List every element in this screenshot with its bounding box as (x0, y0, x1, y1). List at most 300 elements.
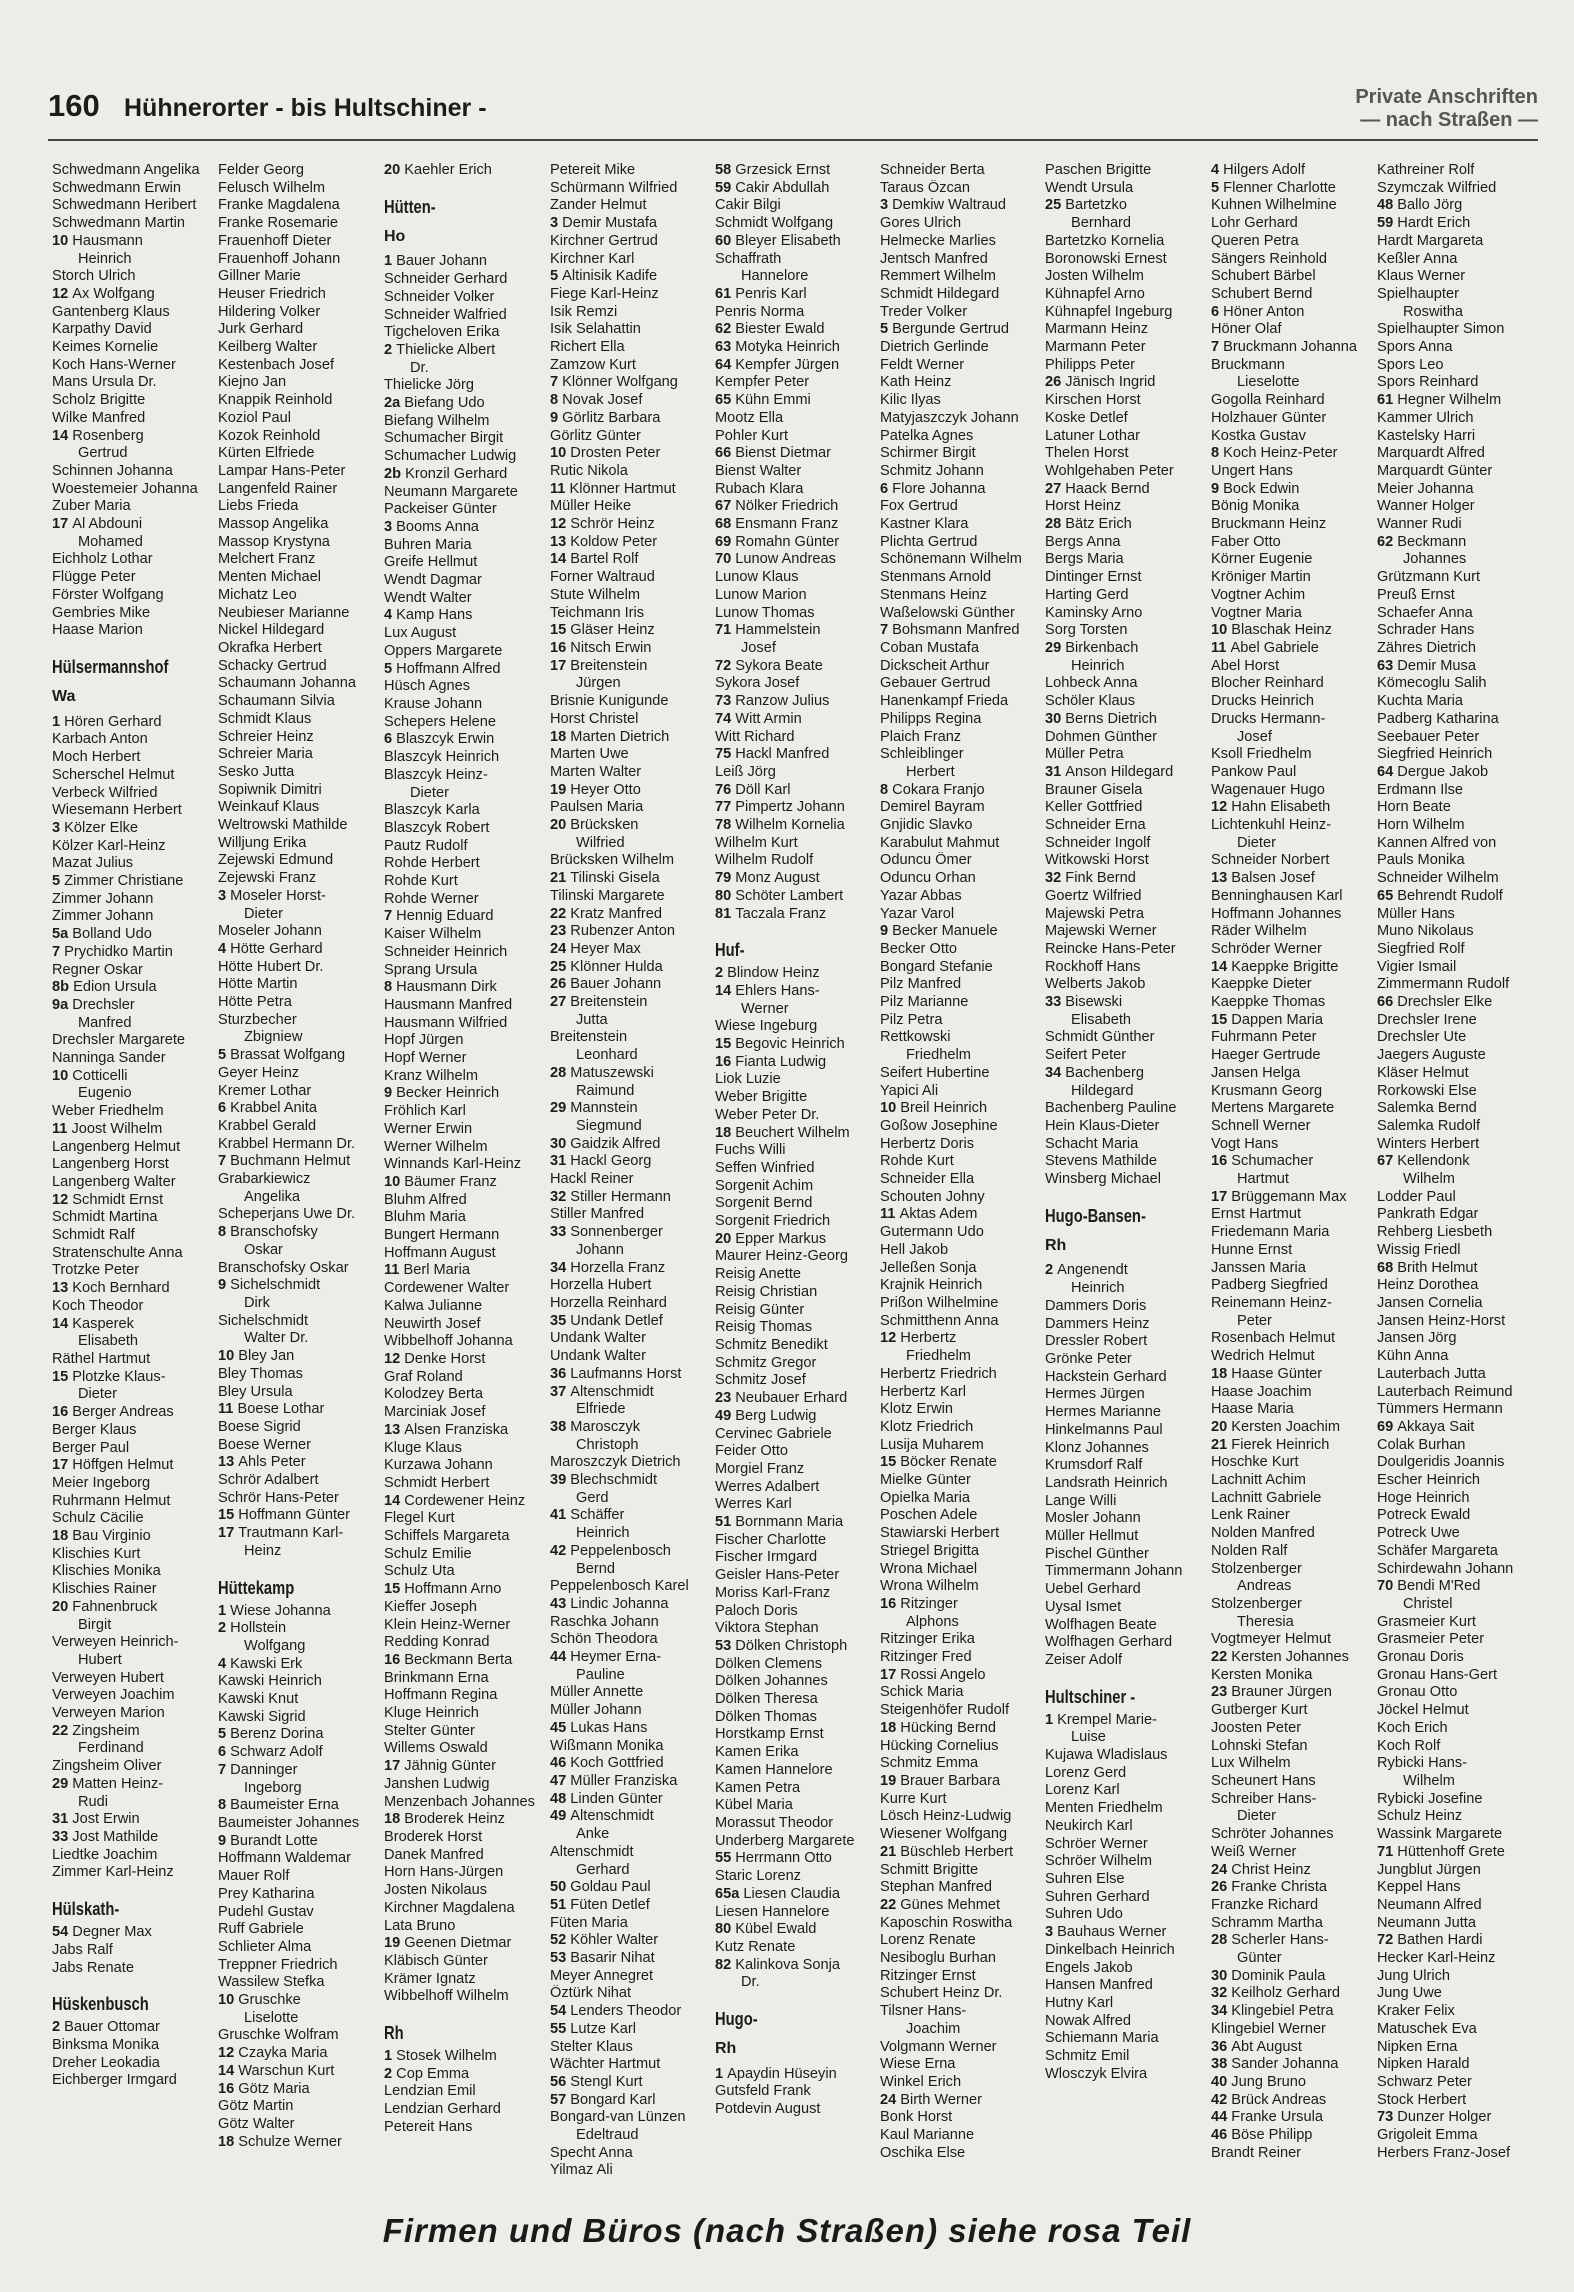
directory-entry (715, 1408, 879, 1426)
resident-name: Kolodzey Berta (384, 1386, 483, 1403)
resident-name: Koch Theodor (52, 1297, 144, 1314)
resident-name: Jansen Cornelia (1377, 1295, 1483, 1311)
resident-name: Kürten Elfriede (218, 445, 315, 462)
directory-entry (1377, 1029, 1541, 1047)
resident-name: Schneider Ella (880, 1171, 975, 1188)
resident-name: Sorgenit Friedrich (715, 1213, 831, 1230)
resident-name: Berenz Dorina (230, 1726, 324, 1743)
resident-name: Schreiber Hans- (1211, 1790, 1317, 1807)
resident-name: Johannes (1403, 551, 1467, 568)
house-number: 69 (715, 533, 736, 550)
resident-name: Schouten Johny (880, 1188, 985, 1205)
resident-name: Hunne Ernst (1211, 1241, 1293, 1258)
directory-entry (1045, 1853, 1209, 1871)
resident-name: Kronzil Gerhard (405, 465, 508, 482)
directory-entry (1377, 1490, 1541, 1508)
directory-entry (715, 1620, 879, 1638)
resident-name: Meier Ingeborg (52, 1474, 151, 1491)
directory-entry (715, 1248, 879, 1266)
directory-entry (715, 1390, 879, 1408)
resident-name: Höffgen Helmut (72, 1457, 174, 1474)
directory-entry (1377, 1330, 1541, 1348)
resident-name: Majewski Werner (1045, 923, 1157, 940)
resident-name: Kaminsky Arno (1045, 604, 1143, 621)
resident-name: Ritzinger Ernst (880, 1967, 976, 1984)
district-code: Wa (52, 687, 76, 705)
directory-entry (1211, 197, 1375, 215)
resident-name: Kläbisch Günter (384, 1952, 488, 1969)
house-number: 10 (550, 445, 571, 462)
resident-name: Nitsch Erwin (570, 639, 652, 656)
directory-entry (550, 516, 714, 534)
directory-entry (1211, 622, 1375, 640)
resident-name: Stolzenberger (1211, 1595, 1302, 1612)
resident-name: Zuber Maria (52, 498, 131, 515)
resident-name: Gogolla Reinhard (1211, 392, 1325, 409)
resident-name: Schulz Cäcilie (52, 1510, 144, 1527)
directory-entry (550, 1401, 714, 1419)
resident-name: Hoffmann Regina (384, 1687, 498, 1704)
resident-name: Neukirch Karl (1045, 1817, 1133, 1834)
directory-entry (218, 1656, 382, 1674)
directory-entry (218, 339, 382, 357)
resident-name: Zimmer Johann (52, 890, 154, 907)
directory-entry (218, 392, 382, 410)
directory-entry (1211, 1684, 1375, 1702)
directory-entry (550, 1490, 714, 1508)
house-number: 59 (1377, 215, 1398, 232)
directory-entry (218, 1620, 382, 1638)
resident-name: Kühn Anna (1377, 1348, 1449, 1365)
house-number: 72 (1377, 1932, 1398, 1949)
resident-name: Behrendt Rudolf (1397, 887, 1503, 904)
resident-name: Kühnapfel Arno (1045, 285, 1145, 302)
resident-name: Demkiw Waltraud (892, 197, 1006, 214)
resident-name: Luise (1071, 1729, 1106, 1746)
resident-name: Werner Erwin (384, 1120, 473, 1137)
resident-name: Moriss Karl-Franz (715, 1584, 831, 1601)
directory-entry (52, 1280, 216, 1298)
resident-name: Blaszcyk Erwin (396, 731, 495, 748)
resident-name: Wassilew Stefka (218, 1974, 325, 1991)
directory-entry (1377, 1614, 1541, 1632)
directory-entry (715, 374, 879, 392)
resident-name: Horst Heinz (1045, 498, 1122, 515)
resident-name: Vogt Hans (1211, 1135, 1279, 1152)
resident-name: Packeiser Günter (384, 501, 497, 518)
directory-entry (550, 1242, 714, 1260)
directory-entry (715, 1673, 879, 1691)
directory-entry (550, 1631, 714, 1649)
resident-name: Lindic Johanna (570, 1595, 669, 1612)
directory-entry (1377, 304, 1541, 322)
resident-name: Anson Hildegard (1065, 763, 1174, 780)
directory-entry (880, 1755, 1044, 1773)
directory-entry (1377, 1684, 1541, 1702)
directory-entry (715, 1904, 879, 1922)
resident-name: Nipken Harald (1377, 2056, 1470, 2073)
directory-entry (384, 1103, 548, 1121)
resident-name: Kübel Ewald (735, 1921, 817, 1938)
resident-name: Breil Heinrich (900, 1100, 988, 1117)
resident-name: Hegner Wilhelm (1397, 392, 1502, 409)
resident-name: Schmidt Günther (1045, 1029, 1155, 1046)
directory-entry (1211, 2145, 1375, 2163)
resident-name: Kestenbach Josef (218, 356, 335, 373)
directory-entry (52, 1156, 216, 1174)
directory-entry (1045, 1065, 1209, 1083)
resident-name: Isik Selahattin (550, 321, 641, 338)
house-number: 22 (880, 1896, 901, 1913)
resident-name: Demirel Bayram (880, 799, 985, 816)
directory-entry (1211, 1808, 1375, 1826)
resident-name: Heinrich (576, 1525, 630, 1542)
resident-name: Bauhaus Werner (1057, 1924, 1167, 1941)
resident-name: Tilinski Margarete (550, 887, 665, 904)
directory-entry (715, 1603, 879, 1621)
resident-name: Josef (741, 639, 776, 656)
resident-name: Motyka Heinrich (735, 339, 840, 356)
house-number: 1 (218, 1602, 231, 1619)
house-number: 10 (218, 1992, 239, 2009)
directory-entry (715, 445, 879, 463)
resident-name: Böse Philipp (1231, 2127, 1313, 2144)
resident-name: Booms Anna (396, 518, 479, 535)
directory-entry (715, 1744, 879, 1762)
resident-name: Jung Ulrich (1377, 1967, 1450, 1984)
directory-entry (1045, 1634, 1209, 1652)
directory-entry (1045, 1871, 1209, 1889)
house-number: 30 (550, 1135, 571, 1152)
directory-entry (550, 764, 714, 782)
directory-entry (550, 498, 714, 516)
directory-entry (550, 605, 714, 623)
directory-entry (1377, 1596, 1541, 1614)
resident-name: Werres Adalbert (715, 1478, 820, 1495)
directory-entry (52, 622, 216, 640)
directory-entry (1045, 374, 1209, 392)
directory-entry (550, 1083, 714, 1101)
resident-name: Marquardt Alfred (1377, 445, 1485, 462)
directory-entry (550, 1136, 714, 1154)
house-number: 77 (715, 799, 736, 816)
house-number: 1 (52, 713, 65, 730)
directory-entry (384, 891, 548, 909)
house-number: 26 (1045, 374, 1066, 391)
directory-entry (550, 923, 714, 941)
resident-name: Schrör Adalbert (218, 1472, 319, 1489)
directory-entry (1211, 1419, 1375, 1437)
directory-entry (1045, 1942, 1209, 1960)
directory-entry (384, 1227, 548, 1245)
directory-entry (880, 888, 1044, 906)
house-number: 34 (1211, 2003, 1232, 2020)
house-number: 13 (218, 1454, 239, 1471)
resident-name: Danek Manfred (384, 1846, 484, 1863)
house-number: 2 (1045, 1262, 1058, 1279)
resident-name: Hoffmann Günter (238, 1507, 350, 1524)
directory-entry (52, 714, 216, 732)
resident-name: Schick Maria (880, 1684, 964, 1701)
resident-name: Kuchta Maria (1377, 693, 1463, 710)
resident-name: Novak Josef (562, 392, 643, 409)
resident-name: Vogtner Achim (1211, 586, 1306, 603)
directory-entry (1377, 1755, 1541, 1773)
resident-name: Uebel Gerhard (1045, 1581, 1141, 1598)
resident-name: Keppel Hans (1377, 1879, 1461, 1896)
resident-name: Paschen Brigitte (1045, 162, 1152, 178)
resident-name: Preuß Ernst (1377, 586, 1455, 603)
directory-entry (1377, 1879, 1541, 1897)
directory-entry (1377, 1631, 1541, 1649)
house-number: 7 (384, 908, 397, 925)
resident-name: Kellendonk (1397, 1153, 1470, 1170)
resident-name: Redding Konrad (384, 1634, 490, 1651)
resident-name: Bätz Erich (1065, 516, 1132, 533)
directory-entry (218, 1726, 382, 1744)
directory-entry (1377, 675, 1541, 693)
resident-name: Trautmann Karl- (238, 1525, 344, 1542)
directory-entry (384, 342, 548, 360)
directory-entry (218, 640, 382, 658)
directory-entry (1377, 286, 1541, 304)
resident-name: Schnell Werner (1211, 1117, 1311, 1134)
directory-entry (52, 926, 216, 944)
resident-name: Eichberger Irmgard (52, 2072, 177, 2089)
resident-name: Zeiser Adolf (1045, 1651, 1123, 1668)
resident-name: Schneider Norbert (1211, 852, 1330, 869)
directory-entry (880, 906, 1044, 924)
resident-name: Melchert Franz (218, 551, 316, 568)
directory-entry (1211, 1826, 1375, 1844)
directory-entry (550, 835, 714, 853)
directory-entry (1045, 516, 1209, 534)
resident-name: Dreher Leokadia (52, 2054, 160, 2071)
resident-name: Lorenz Gerd (1045, 1764, 1127, 1781)
directory-entry (218, 1673, 382, 1691)
resident-name: Felder Georg (218, 162, 304, 178)
directory-entry (52, 534, 216, 552)
directory-entry (218, 1348, 382, 1366)
directory-entry (1045, 693, 1209, 711)
resident-name: Spors Anna (1377, 339, 1453, 356)
house-number: 17 (880, 1666, 901, 1683)
house-number: 16 (715, 1053, 736, 1070)
directory-entry (52, 1032, 216, 1050)
resident-name: Dieter (244, 905, 283, 922)
directory-entry (1045, 1047, 1209, 1065)
resident-name: Görlitz Barbara (562, 409, 661, 426)
house-number: 35 (550, 1312, 571, 1329)
directory-entry (880, 304, 1044, 322)
resident-name: Moch Herbert (52, 749, 141, 766)
resident-name: Lendzian Emil (384, 2083, 476, 2100)
directory-entry (218, 693, 382, 711)
resident-name: Roswitha (1403, 303, 1464, 320)
directory-entry (384, 979, 548, 997)
section-label-line1: Private Anschriften (1355, 86, 1538, 108)
resident-name: Neumann Alfred (1377, 1896, 1482, 1913)
resident-name: Oppers Margarete (384, 642, 503, 659)
resident-name: Reisig Günter (715, 1301, 805, 1318)
directory-entry (550, 1862, 714, 1880)
directory-entry (1377, 516, 1541, 534)
resident-name: Ballo Jörg (1397, 197, 1463, 214)
directory-entry (384, 1935, 548, 1953)
directory-entry (1045, 1316, 1209, 1334)
resident-name: Treppner Friedrich (218, 1956, 338, 1973)
resident-name: Langenfeld Rainer (218, 480, 338, 497)
directory-entry (52, 180, 216, 198)
resident-name: Beckmann (1397, 533, 1467, 550)
directory-entry (880, 339, 1044, 357)
directory-entry (1211, 1029, 1375, 1047)
resident-name: Schmitz Josef (715, 1372, 806, 1389)
resident-name: Heuser Friedrich (218, 285, 326, 302)
directory-entry (1045, 1083, 1209, 1101)
directory-entry (1377, 1437, 1541, 1455)
directory-entry (218, 551, 382, 569)
house-number: 10 (1211, 622, 1232, 639)
street-heading: Hüttekamp (218, 1577, 295, 1598)
resident-name: Kujawa Wladislaus (1045, 1747, 1168, 1764)
directory-entry (880, 870, 1044, 888)
resident-name: Mohamed (78, 533, 143, 550)
resident-name: Neubauer Erhard (735, 1390, 848, 1407)
resident-name: Seffen Winfried (715, 1159, 815, 1176)
house-number: 14 (218, 2062, 239, 2079)
directory-entry (715, 1726, 879, 1744)
house-number: 46 (550, 1755, 571, 1772)
resident-name: Peter (1237, 1312, 1272, 1329)
directory-entry (715, 1514, 879, 1532)
directory-entry (384, 1864, 548, 1882)
resident-name: Gutberger Kurt (1211, 1702, 1308, 1719)
resident-name: Rubenzer Anton (570, 923, 675, 940)
resident-name: Alphons (906, 1613, 959, 1630)
directory-entry (218, 162, 382, 180)
house-number: 70 (1377, 1578, 1398, 1595)
directory-entry (1211, 286, 1375, 304)
directory-entry (384, 413, 548, 431)
directory-entry (880, 711, 1044, 729)
directory-entry (218, 1921, 382, 1939)
resident-name: Pautz Rudolf (384, 837, 468, 854)
resident-name: Dietrich Gerlinde (880, 339, 989, 356)
resident-name: Brinkmann Erna (384, 1669, 489, 1686)
directory-entry (1211, 374, 1375, 392)
resident-name: Hötte Gerhard (230, 940, 323, 957)
directory-entry (52, 1085, 216, 1103)
resident-name: Brauer Barbara (900, 1772, 1001, 1789)
house-number: 18 (550, 728, 571, 745)
resident-name: Marciniak Josef (384, 1404, 486, 1421)
directory-entry (218, 587, 382, 605)
directory-entry (52, 1705, 216, 1723)
directory-entry (1211, 1791, 1375, 1809)
resident-name: Biefang Wilhelm (384, 412, 490, 429)
resident-name: Schneider Erna (1045, 817, 1146, 834)
resident-name: Nolden Manfred (1211, 1525, 1315, 1542)
directory-entry (1377, 782, 1541, 800)
resident-name: Reisig Anette (715, 1266, 801, 1283)
directory-entry (384, 324, 548, 342)
directory-entry (550, 2109, 714, 2127)
directory-entry (1377, 1932, 1541, 1950)
directory-entry (1211, 1950, 1375, 1968)
resident-name: Biefang Udo (404, 395, 485, 412)
directory-entry (52, 1316, 216, 1334)
resident-name: Kempfer Jürgen (735, 356, 840, 373)
resident-name: Schmidt Ralf (52, 1227, 135, 1244)
house-number: 10 (52, 232, 73, 249)
house-number: 66 (715, 445, 736, 462)
resident-name: Stratenschulte Anna (52, 1244, 183, 1261)
resident-name: Stawiarski Herbert (880, 1525, 1000, 1542)
resident-name: Schwarz Peter (1377, 2073, 1472, 2090)
house-number: 46 (1211, 2127, 1232, 2144)
resident-name: Geyer Heinz (218, 1064, 300, 1081)
house-number: 33 (550, 1224, 571, 1241)
directory-entry (1377, 2092, 1541, 2110)
resident-name: Ritzinger Erika (880, 1631, 975, 1648)
resident-name: Eichholz Lothar (52, 551, 153, 568)
directory-entry (880, 1012, 1044, 1030)
resident-name: Bruckmann Johanna (1223, 339, 1358, 356)
resident-name: Dr. (741, 1974, 760, 1991)
directory-entry (384, 785, 548, 803)
directory-entry (218, 1992, 382, 2010)
directory-entry (52, 1192, 216, 1210)
resident-name: Dammers Heinz (1045, 1315, 1150, 1332)
street-heading: Hugo- (715, 2009, 758, 2030)
directory-entry (715, 1018, 879, 1036)
resident-name: Morgiel Franz (715, 1460, 805, 1477)
house-number: 18 (880, 1719, 901, 1736)
directory-entry (52, 2055, 216, 2073)
directory-entry (715, 1656, 879, 1674)
directory-entry (1211, 2003, 1375, 2021)
resident-name: Joosten Peter (1211, 1719, 1302, 1736)
resident-name: Edeltraud (576, 2127, 639, 2144)
directory-column (218, 162, 382, 2151)
directory-entry (1211, 1454, 1375, 1472)
directory-entry (218, 516, 382, 534)
directory-entry (52, 304, 216, 322)
directory-entry (1377, 2021, 1541, 2039)
house-number: 42 (550, 1542, 571, 1559)
house-number: 9a (52, 996, 73, 1013)
directory-entry (1045, 1457, 1209, 1475)
resident-name: Jung Bruno (1231, 2073, 1306, 2090)
resident-name: Bonk Horst (880, 2109, 953, 2126)
resident-name: Füten Detlef (570, 1896, 650, 1913)
directory-entry (715, 321, 879, 339)
directory-entry (1045, 1440, 1209, 1458)
directory-entry (880, 1472, 1044, 1490)
directory-entry (1211, 1985, 1375, 2003)
directory-entry (1377, 1260, 1541, 1278)
resident-name: Willjung Erika (218, 834, 307, 851)
house-number: 20 (550, 817, 571, 834)
resident-name: Rehberg Liesbeth (1377, 1224, 1493, 1241)
house-number: 7 (1211, 339, 1224, 356)
resident-name: Schürmann Wilfried (550, 179, 678, 196)
directory-entry (1377, 1578, 1541, 1596)
house-number: 6 (218, 1100, 231, 1117)
directory-entry (1211, 233, 1375, 251)
resident-name: Dölken Johannes (715, 1673, 828, 1690)
